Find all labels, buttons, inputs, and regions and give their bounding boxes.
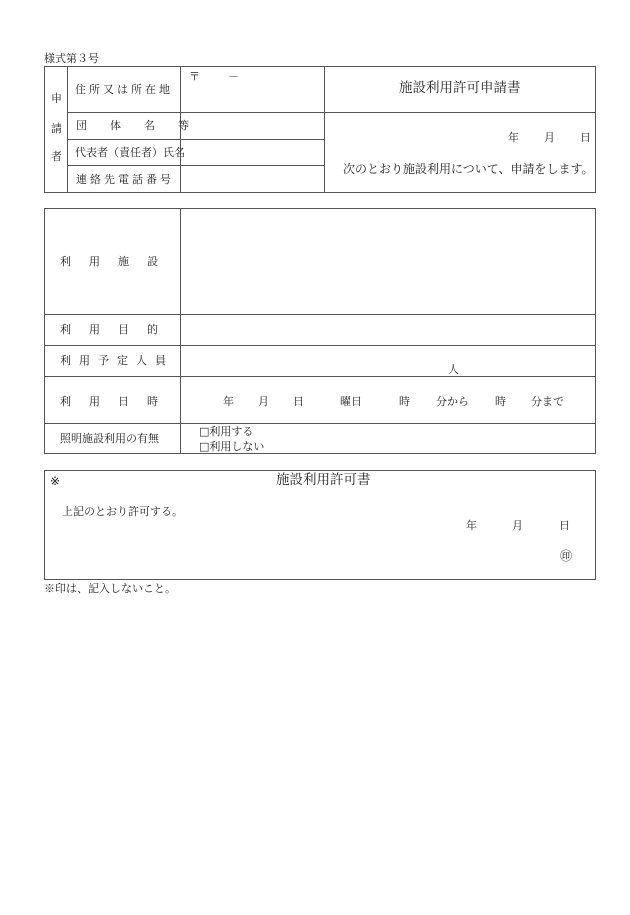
- postal-mark: 〒: [189, 70, 200, 83]
- applicant-vertical-label-3: 者: [51, 150, 62, 163]
- people-label: 利用予定人員: [60, 354, 174, 367]
- applicant-vertical-label-1: 申: [51, 92, 62, 105]
- permit-date-year: 年: [466, 519, 477, 532]
- seal-icon: ㊞: [560, 549, 573, 563]
- purpose-field[interactable]: [181, 315, 595, 344]
- postal-dash: －: [228, 70, 239, 83]
- datetime-start-hour: 時: [399, 395, 410, 408]
- datetime-label: 利用日時: [60, 395, 176, 408]
- permit-title: 施設利用許可書: [276, 472, 371, 488]
- datetime-weekday: 曜日: [340, 395, 362, 408]
- datetime-year: 年: [223, 395, 234, 408]
- group-name-field[interactable]: [181, 113, 323, 138]
- datetime-start-minute: 分から: [436, 395, 469, 408]
- lighting-label: 照明施設利用の有無: [60, 432, 159, 445]
- applicant-vertical-label-2: 請: [51, 122, 62, 135]
- lighting-option-no-use[interactable]: □利用しない: [199, 440, 265, 453]
- application-date-year: 年: [508, 131, 519, 144]
- address-label: 住所又は所在地: [75, 83, 173, 96]
- form-number: 様式第３号: [44, 52, 99, 65]
- permit-date-day: 日: [559, 519, 570, 532]
- address-field[interactable]: [181, 84, 323, 111]
- datetime-end-minute: 分まで: [531, 395, 564, 408]
- representative-field[interactable]: [181, 140, 323, 164]
- lighting-option-use[interactable]: □利用する: [199, 425, 254, 438]
- application-date-month: 月: [544, 131, 555, 144]
- footnote: ※印は、記入しないこと。: [44, 582, 176, 595]
- contact-phone-field[interactable]: [181, 166, 323, 192]
- datetime-day: 日: [293, 395, 304, 408]
- application-date-day: 日: [580, 131, 591, 144]
- permit-statement: 上記のとおり許可する。: [62, 505, 183, 518]
- datetime-end-hour: 時: [495, 395, 506, 408]
- datetime-month: 月: [258, 395, 269, 408]
- application-statement: 次のとおり施設利用について、申請をします。: [343, 162, 594, 176]
- people-unit: 人: [448, 363, 459, 376]
- contact-phone-label: 連絡先電話番号: [76, 173, 174, 186]
- permit-mark: ※: [50, 474, 61, 488]
- facility-label: 利用施設: [60, 255, 176, 268]
- purpose-label: 利用目的: [60, 323, 176, 336]
- application-title: 施設利用許可申請書: [399, 80, 521, 96]
- representative-label: 代表者（責任者）氏名: [75, 146, 185, 159]
- facility-field[interactable]: [181, 209, 595, 313]
- permit-date-month: 月: [512, 519, 523, 532]
- people-field[interactable]: [181, 346, 441, 375]
- group-name-label: 団体名等: [76, 119, 212, 132]
